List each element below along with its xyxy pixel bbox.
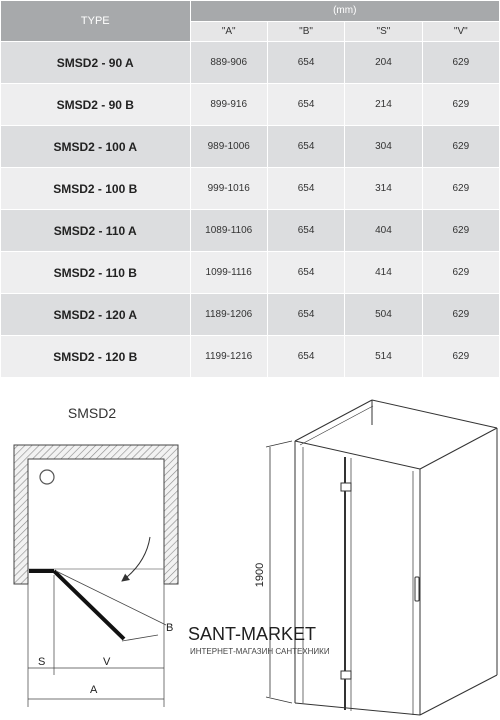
table-row	[1, 252, 500, 294]
table-row	[1, 336, 500, 378]
table-row	[1, 42, 500, 84]
column-header-a: "A"	[190, 21, 267, 42]
row-type: SMSD2 - 110 A	[1, 210, 191, 252]
cell-b: 654	[267, 42, 344, 84]
cell-b: 654	[267, 336, 344, 378]
door-handle-icon	[415, 577, 419, 601]
row-type: SMSD2 - 100 A	[1, 126, 191, 168]
hinge-top-icon	[341, 483, 351, 491]
cell-v: 629	[422, 336, 499, 378]
cell-a: 999-1016	[190, 168, 267, 210]
cell-v: 629	[422, 210, 499, 252]
cell-b: 654	[267, 252, 344, 294]
b-extension-line	[56, 571, 166, 625]
label-s: S	[38, 656, 46, 668]
top-left-edge	[295, 400, 372, 441]
door-panel-open	[54, 571, 124, 639]
table-row	[1, 210, 500, 252]
cell-a: 1099-1116	[190, 252, 267, 294]
top-right-edge	[420, 428, 497, 469]
watermark-tagline: ИНТЕРНЕТ-МАГАЗИН САНТЕХНИКИ	[190, 647, 330, 656]
type-column-header: TYPE	[1, 1, 191, 42]
cell-a: 1199-1216	[190, 336, 267, 378]
table-row	[1, 126, 500, 168]
cell-s: 304	[345, 126, 422, 168]
cell-b: 654	[267, 210, 344, 252]
cell-s: 514	[345, 336, 422, 378]
wall-hatch	[14, 445, 178, 584]
cell-a: 899-916	[190, 84, 267, 126]
top-inner-edge	[300, 406, 373, 445]
top-front-edge	[295, 441, 420, 469]
row-type: SMSD2 - 120 A	[1, 294, 191, 336]
row-type: SMSD2 - 120 B	[1, 336, 191, 378]
perspective-view	[266, 400, 497, 715]
cell-v: 629	[422, 126, 499, 168]
cell-s: 404	[345, 210, 422, 252]
table-row	[1, 168, 500, 210]
plan-view	[14, 445, 178, 707]
b-dimension-line	[122, 635, 158, 641]
cell-v: 629	[422, 168, 499, 210]
row-type: SMSD2 - 100 B	[1, 168, 191, 210]
cell-s: 414	[345, 252, 422, 294]
height-label: 1900	[254, 562, 266, 588]
unit-header: (mm)	[190, 1, 499, 22]
row-type: SMSD2 - 90 B	[1, 84, 191, 126]
bottom-front-edge	[295, 703, 420, 715]
column-header-v: "V"	[422, 21, 499, 42]
cell-a: 889-906	[190, 42, 267, 84]
cell-b: 654	[267, 168, 344, 210]
swing-arrow-icon	[122, 537, 150, 581]
drain-icon	[40, 470, 54, 484]
cell-v: 629	[422, 294, 499, 336]
cell-s: 314	[345, 168, 422, 210]
top-back-edge	[372, 400, 497, 428]
table-row	[1, 84, 500, 126]
table-row	[1, 294, 500, 336]
cell-s: 214	[345, 84, 422, 126]
column-header-s: "S"	[345, 21, 422, 42]
cell-v: 629	[422, 84, 499, 126]
bottom-right-edge	[420, 675, 497, 715]
column-header-b: "B"	[267, 21, 344, 42]
cell-a: 989-1006	[190, 126, 267, 168]
label-b: B	[166, 622, 174, 634]
cell-s: 204	[345, 42, 422, 84]
cell-b: 654	[267, 84, 344, 126]
technical-diagram	[0, 385, 500, 720]
cell-v: 629	[422, 252, 499, 294]
hinge-bottom-icon	[341, 671, 351, 679]
height-ext-top	[266, 441, 292, 447]
cell-b: 654	[267, 126, 344, 168]
diagram-title: SMSD2	[67, 405, 117, 421]
height-ext-bottom	[266, 697, 292, 703]
cell-s: 504	[345, 294, 422, 336]
label-v: V	[103, 656, 111, 668]
cell-a: 1189-1206	[190, 294, 267, 336]
row-type: SMSD2 - 110 B	[1, 252, 191, 294]
cell-b: 654	[267, 294, 344, 336]
row-type: SMSD2 - 90 A	[1, 42, 191, 84]
cell-a: 1089-1106	[190, 210, 267, 252]
label-a: A	[90, 684, 98, 696]
watermark-brand: SANT-MARKET	[188, 624, 317, 644]
cell-v: 629	[422, 42, 499, 84]
